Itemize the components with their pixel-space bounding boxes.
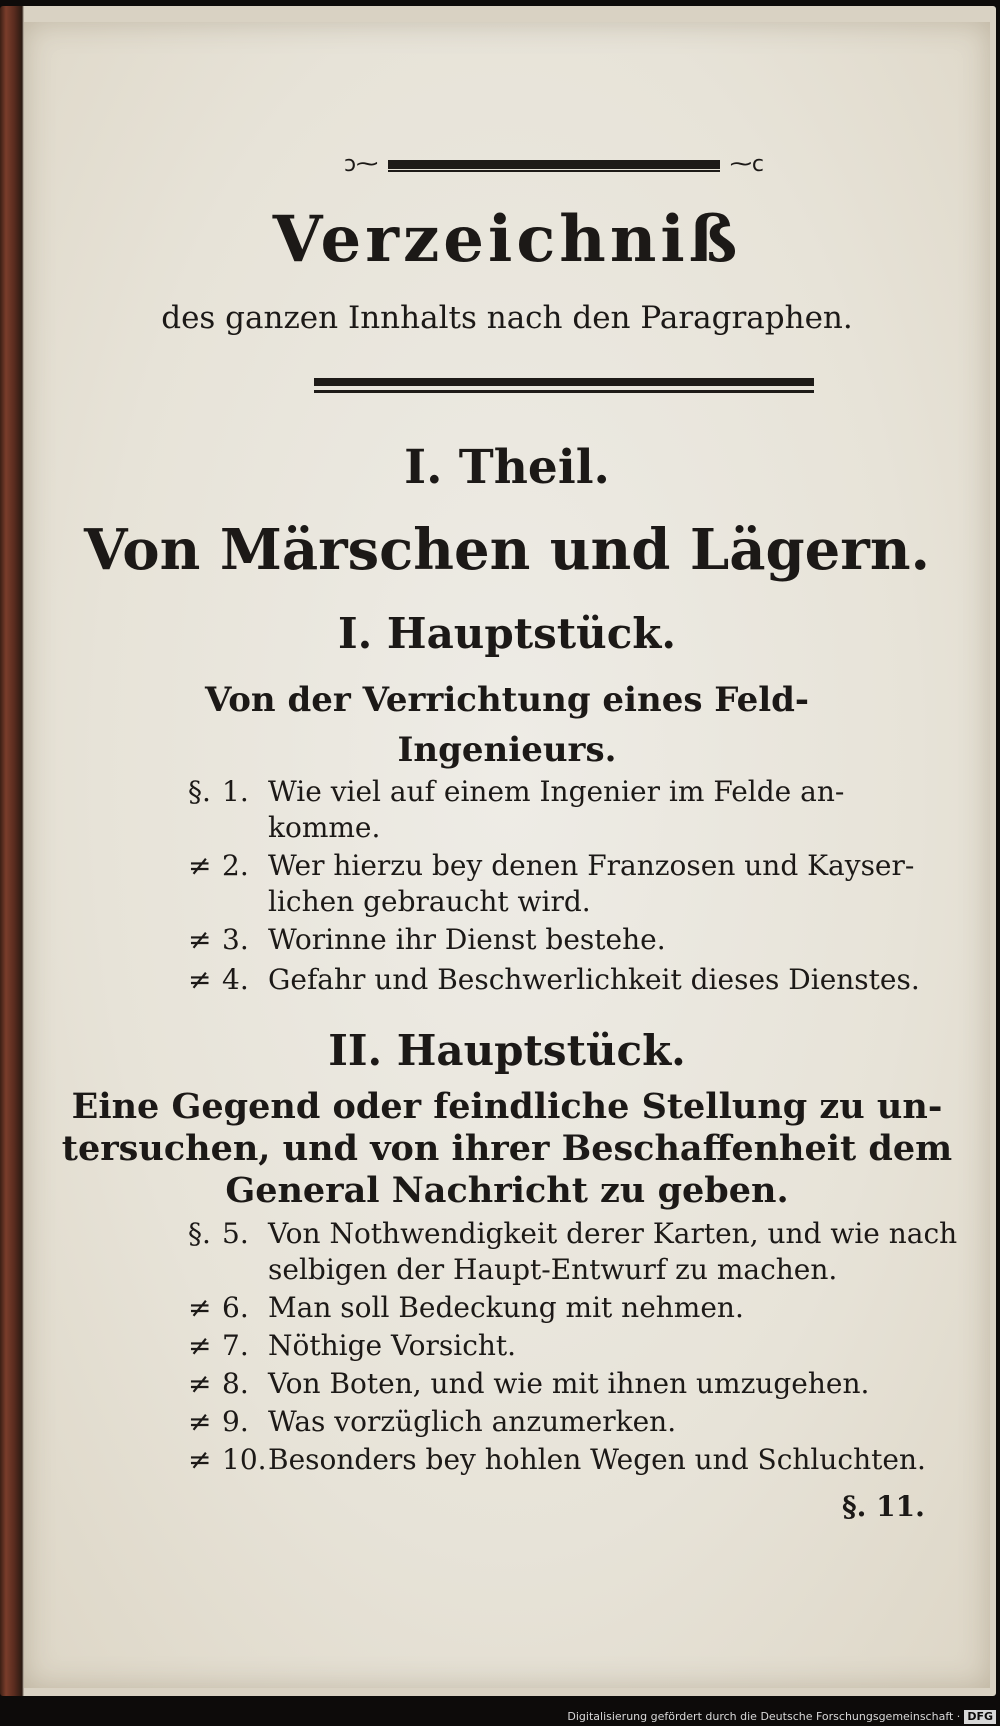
digitization-footer	[0, 1708, 996, 1726]
entry-mark: ≠	[188, 849, 212, 882]
entry-number: 4.	[222, 963, 249, 996]
toc-entry-continuation: lichen gebraucht wird.	[268, 885, 591, 918]
toc-entry	[188, 922, 666, 958]
book-page	[24, 22, 990, 1688]
entry-text: Was vorzüglich anzumerken.	[268, 1405, 677, 1438]
entry-number: 1.	[222, 775, 249, 808]
toc-entry	[188, 1216, 957, 1252]
part-title: Von Märschen und Lägern.	[83, 517, 931, 583]
part-number: I. Theil.	[404, 440, 610, 495]
entry-text: Gefahr und Beschwerlichkeit dieses Dienstes.	[268, 963, 920, 996]
toc-entry	[188, 1366, 869, 1402]
entry-text: Wer hierzu bey denen Franzosen und Kayser-	[268, 849, 915, 882]
page-title: Verzeichniß	[272, 202, 742, 277]
chapter-heading: II. Hauptstück.	[328, 1026, 686, 1075]
entry-text: Worinne ihr Dienst bestehe.	[268, 923, 666, 956]
entry-mark: §.	[188, 775, 211, 808]
toc-entry	[188, 1328, 516, 1364]
entry-number: 2.	[222, 849, 249, 882]
double-rule-divider	[314, 378, 814, 394]
entry-text: Von Boten, und wie mit ihnen umzugehen.	[268, 1367, 870, 1400]
toc-entry	[188, 1442, 926, 1478]
entry-text: Wie viel auf einem Ingenier im Felde an-	[268, 775, 845, 808]
entry-number: 8.	[222, 1367, 249, 1400]
entry-number: 6.	[222, 1291, 249, 1324]
entry-mark: ≠	[188, 963, 212, 996]
entry-text: Von Nothwendigkeit derer Karten, und wie nach	[268, 1217, 958, 1250]
page-subtitle: des ganzen Innhalts nach den Paragraphen.	[161, 300, 853, 336]
toc-entry	[188, 848, 914, 884]
chapter-heading: I. Hauptstück.	[338, 609, 676, 658]
entry-mark: ≠	[188, 1329, 212, 1362]
toc-entry	[188, 1290, 744, 1326]
entry-number: 9.	[222, 1405, 249, 1438]
toc-entry	[188, 1404, 676, 1440]
entry-number: 3.	[222, 923, 249, 956]
toc-entry	[188, 774, 844, 810]
chapter-title-line: Ingenieurs.	[397, 730, 617, 770]
ornament-rule-thin	[388, 170, 720, 172]
ornament-curl-right-icon: ⁓c	[729, 152, 764, 177]
entry-text: Besonders bey hohlen Wegen und Schluchten.	[268, 1443, 926, 1476]
toc-entry-continuation: komme.	[268, 811, 381, 844]
chapter-title-line: Eine Gegend oder feindliche Stellung zu un-	[71, 1086, 943, 1127]
entry-text: Nöthige Vorsicht.	[268, 1329, 517, 1362]
entry-mark: ≠	[188, 1405, 212, 1438]
entry-mark: ≠	[188, 1291, 212, 1324]
chapter-title-line: Von der Verrichtung eines Feld-	[204, 680, 810, 720]
header-ornament	[344, 152, 764, 176]
toc-entry-continuation: selbigen der Haupt-Entwurf zu machen.	[268, 1253, 838, 1286]
entry-number: 7.	[222, 1329, 249, 1362]
toc-entry	[188, 962, 920, 998]
dfg-logo: DFG	[964, 1710, 996, 1724]
entry-number: 5.	[222, 1217, 249, 1250]
ornament-rule	[388, 160, 720, 169]
ornament-curl-left-icon: ↄ⁓	[344, 152, 379, 177]
entry-text: Man soll Bedeckung mit nehmen.	[268, 1291, 744, 1324]
entry-mark: ≠	[188, 1443, 212, 1476]
catchword: §. 11.	[842, 1490, 925, 1523]
entry-mark: §.	[188, 1217, 211, 1250]
chapter-title-line: tersuchen, und von ihrer Beschaffenheit dem	[61, 1128, 953, 1169]
chapter-title-line: General Nachricht zu geben.	[225, 1170, 789, 1211]
book-spread	[0, 6, 996, 1696]
entry-mark: ≠	[188, 1367, 212, 1400]
entry-number: 10.	[222, 1443, 267, 1476]
footer-credit: Digitalisierung gefördert durch die Deutsche Forschungsgemeinschaft ·	[567, 1710, 961, 1723]
entry-mark: ≠	[188, 923, 212, 956]
